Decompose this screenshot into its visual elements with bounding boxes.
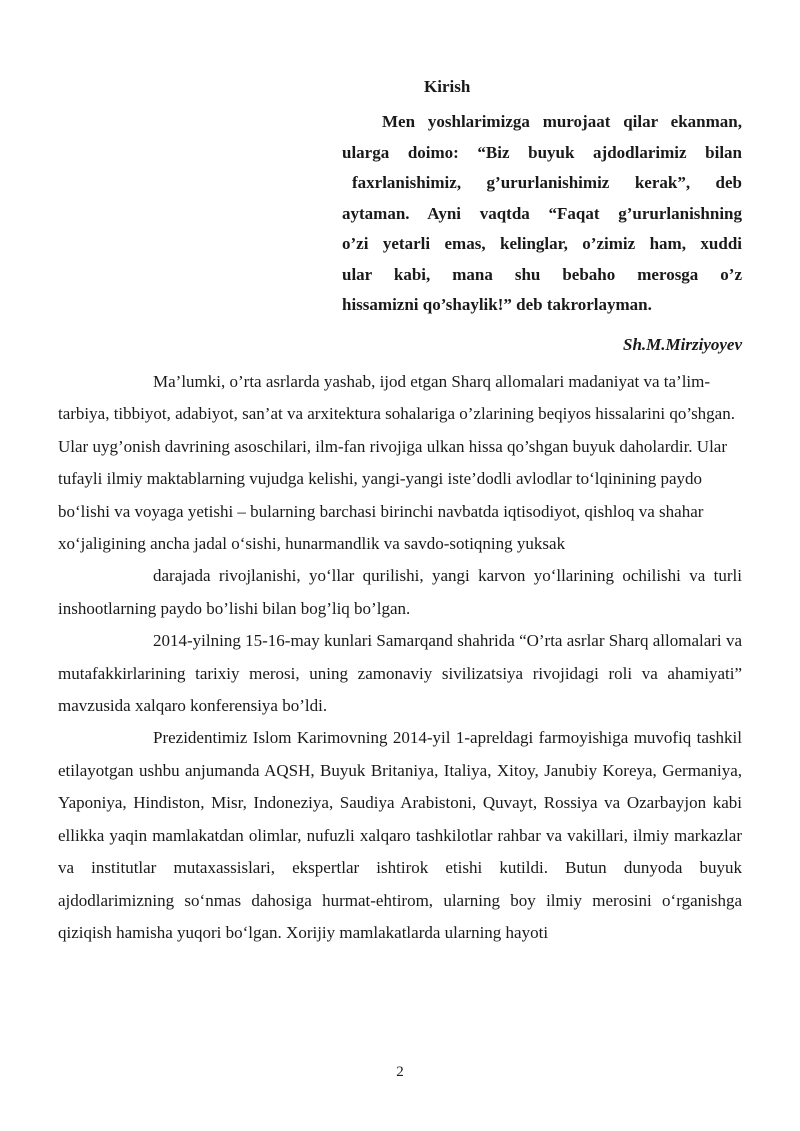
epigraph-line: faxrlanishimiz, g’ururlanishimiz kerak”, deb [352, 173, 742, 192]
section-title: Kirish [424, 77, 471, 96]
body-text [58, 366, 742, 949]
epigraph [342, 107, 742, 321]
epigraph-line: ularga doimo: “Biz buyuk ajdodlarimiz bilan [342, 142, 742, 162]
epigraph-line: Men yoshlarimizga murojaat qilar ekanman, [382, 112, 742, 131]
paragraph: 2014-yilning 15-16-may kunlari Samarqand shahrida “O’rta asrlar Sharq allomalari va mutafakkirlarining tarixiy merosi, uning zamonaviy sivilizatsiya rivojidagi roli va ahamiyati” mavzusida xalqaro konferensiya bo’ldi. [58, 631, 742, 716]
epigraph-line: ular kabi, mana shu bebaho merosga o’z [342, 264, 742, 284]
epigraph-line: aytaman. Ayni vaqtda “Faqat g’ururlanishning [342, 203, 742, 223]
page-number: 2 [396, 1064, 404, 1080]
epigraph-author: Sh.M.Mirziyoyev [623, 335, 742, 354]
epigraph-line: o’zi yetarli emas, kelinglar, o’zimiz ham, xuddi [342, 234, 742, 253]
paragraph: darajada rivojlanishi, yo‘llar qurilishi, yangi karvon yo‘llarining ochilishi va turli inshootlarning paydo bo’lishi bilan bog’liq bo’lgan. [58, 566, 742, 618]
paragraph: Ma’lumki, o’rta asrlarda yashab, ijod etgan Sharq allomalari madaniyat va ta’lim-tarbiya, tibbiyot, adabiyot, san’at va arxitektura sohalariga o’zlarining beqiyos hissalarini qo’shgan. Ular uyg’onish davrining asoschilari, ilm-fan rivojiga ulkan hissa qo’shgan buyuk daholardir. Ular tufayli ilmiy maktablarning vujudga kelishi, yangi-yangi iste’dodli avlodlar to‘lqinining paydo bo‘lishi va voyaga yetishi – bularning barchasi birinchi navbatda iqtisodiyot, qishloq va shahar xo‘jaligining ancha jadal o‘sishi, hunarmandlik va savdo-sotiqning yuksak [58, 372, 735, 554]
epigraph-line: hissamizni qo’shaylik!” deb takrorlayman. [342, 295, 652, 314]
paragraph: Prezidentimiz Islom Karimovning 2014-yil 1-apreldagi farmoyishiga muvofiq tashkil etilayotgan ushbu anjumanda AQSH, Buyuk Britaniya, Italiya, Xitoy, Janubiy Koreya, Germaniya, Yaponiya, Hindiston, Misr, Indoneziya, Saudiya Arabistoni, Quvayt, Rossiya va Ozarbayjon kabi ellikka yaqin mamlakatdan olimlar, nufuzli xalqaro tashkilotlar rahbar va vakillari, ilmiy markazlar va institutlar mutaxassislari, ekspertlar ishtirok etishi kutildi. Butun dunyoda buyuk ajdodlarimizning so‘nmas dahosiga hurmat-ehtirom, ularning boy ilmiy merosini o‘rganishga qiziqish hamisha yuqori bo‘lgan. Xorijiy mamlakatlarda ularning hayoti [58, 728, 742, 942]
